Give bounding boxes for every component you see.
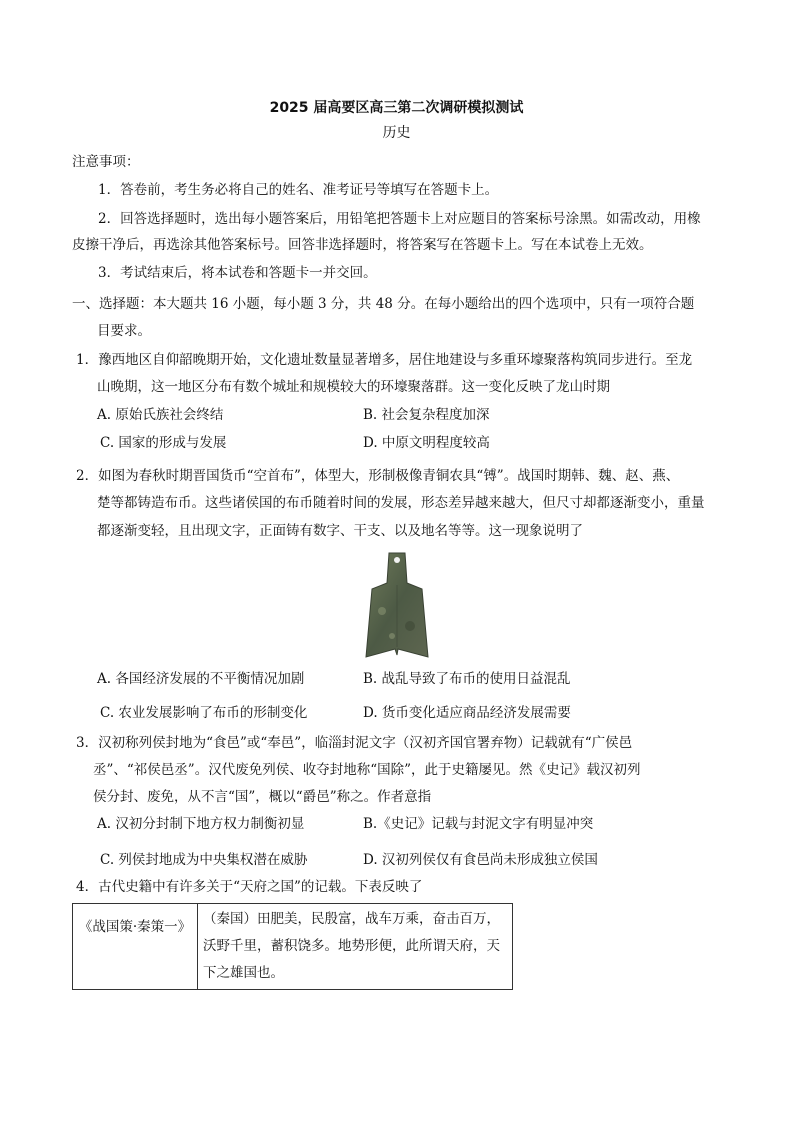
table-source-cell: 《战国策·秦策一》 [73, 904, 198, 990]
q3-stem-line-2: 丞”、“祁侯邑丞”。汉代废免列侯、收夺封地称“国除”，此于史籍屡见。然《史记》载汉初列 [93, 762, 641, 778]
subject-title: 历史 [382, 125, 411, 141]
q1-option-b: B. 社会复杂程度加深 [363, 407, 490, 423]
notice-item-2-cont: 皮擦干净后，再选涂其他答案标号。回答非选择题时，将答案写在答题卡上。写在本试卷上无效。 [72, 237, 653, 253]
q2-option-c: C. 农业发展影响了布币的形制变化 [100, 705, 308, 721]
q1-option-c: C. 国家的形成与发展 [100, 435, 227, 451]
q3-option-b: B.《史记》记载与封泥文字有明显冲突 [363, 816, 594, 832]
spade-coin-image [362, 551, 432, 659]
section-heading: 一、选择题：本大题共 16 小题，每小题 3 分，共 48 分。在每小题给出的四个选项中，只有一项符合题 [72, 296, 695, 312]
q3-option-c: C. 列侯封地成为中央集权潜在威胁 [100, 852, 308, 868]
q1-option-a: A. 原始氏族社会终结 [97, 407, 224, 423]
q1-stem-line-2: 山晚期，这一地区分布有数个城址和规模较大的环壕聚落群。这一变化反映了龙山时期 [97, 379, 610, 395]
q2-option-b: B. 战乱导致了布币的使用日益混乱 [363, 671, 571, 687]
table-text-cell: （秦国）田肥美，民殷富，战车万乘，奋击百万，沃野千里，蓄积饶多。地势形便，此所谓天府，天下之雄国也。 [198, 904, 513, 990]
q1-stem-line-1: 1．豫西地区自仰韶晚期开始，文化遗址数量显著增多，居住地建设与多重环壕聚落构筑同步进行。至龙 [76, 352, 693, 368]
q1-option-d: D. 中原文明程度较高 [363, 435, 490, 451]
q4-source-table [72, 903, 513, 990]
q3-option-d: D. 汉初列侯仅有食邑尚未形成独立侯国 [363, 852, 598, 868]
q2-option-a: A. 各国经济发展的不平衡情况加剧 [97, 671, 305, 687]
notice-item-2: 2．回答选择题时，选出每小题答案后，用铅笔把答题卡上对应题目的答案标号涂黑。如需改动，用橡 [98, 211, 701, 227]
exam-title: 2025 届高要区高三第二次调研模拟测试 [269, 100, 524, 116]
notice-item-3: 3．考试结束后，将本试卷和答题卡一并交回。 [98, 265, 377, 281]
q2-stem-line-2: 楚等都铸造布币。这些诸侯国的布币随着时间的发展，形态差异越来越大，但尺寸却都逐渐变小，重量 [97, 495, 705, 511]
q4-stem: 4．古代史籍中有许多关于“天府之国”的记载。下表反映了 [76, 879, 423, 895]
notice-item-1: 1．答卷前，考生务必将自己的姓名、准考证号等填写在答题卡上。 [98, 182, 499, 198]
q3-stem-line-3: 侯分封、废免，从不言“国”，概以“爵邑”称之。作者意指 [93, 789, 432, 805]
q3-option-a: A. 汉初分封制下地方权力制衡初显 [97, 816, 305, 832]
section-heading-cont: 目要求。 [97, 323, 151, 339]
q2-stem-line-1: 2．如图为春秋时期晋国货币“空首布”，体型大，形制极像青铜农具“镈”。战国时期韩、魏、赵、燕、 [76, 468, 680, 484]
notice-heading: 注意事项： [72, 154, 140, 170]
q3-stem-line-1: 3．汉初称列侯封地为“食邑”或“奉邑”，临淄封泥文字（汉初齐国官署弃物）记载就有“广侯邑 [76, 735, 633, 751]
q2-stem-line-3: 都逐渐变轻，且出现文字，正面铸有数字、干支、以及地名等等。这一现象说明了 [97, 523, 583, 539]
q2-option-d: D. 货币变化适应商品经济发展需要 [363, 705, 571, 721]
table-row [73, 904, 513, 990]
